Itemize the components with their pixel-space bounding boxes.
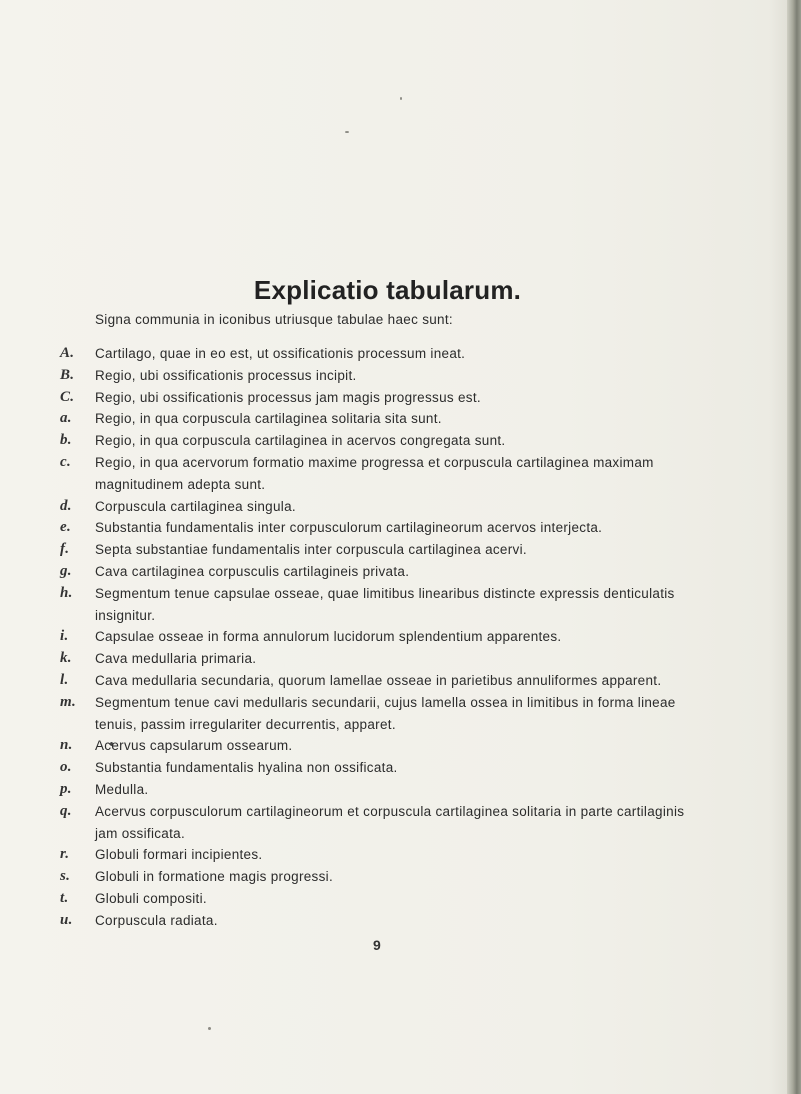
legend-item bbox=[0, 496, 790, 518]
legend-item bbox=[0, 648, 790, 670]
legend-item bbox=[0, 779, 790, 801]
legend-letter: l. bbox=[60, 671, 69, 688]
legend-description: Acervus corpusculorum cartilagineorum et corpuscula cartilaginea solitaria in parte cartilaginis bbox=[95, 803, 685, 819]
legend-letter: e. bbox=[60, 519, 72, 536]
legend-description: Substantia fundamentalis hyalina non ossificata. bbox=[95, 760, 398, 776]
legend-letter: m. bbox=[60, 693, 77, 710]
legend-item bbox=[0, 757, 790, 779]
legend-description: Capsulae osseae in forma annulorum lucidorum splendentium apparentes. bbox=[95, 629, 562, 645]
legend-item bbox=[0, 844, 790, 866]
legend-letter: r. bbox=[60, 846, 70, 863]
legend-item bbox=[0, 626, 790, 648]
legend-description: Cava medullaria primaria. bbox=[95, 651, 257, 667]
legend-item bbox=[0, 910, 790, 932]
legend-description-continued: magnitudinem adepta sunt. bbox=[95, 476, 266, 492]
speck bbox=[345, 131, 349, 133]
legend-item bbox=[0, 408, 790, 430]
legend-letter: i. bbox=[60, 628, 69, 645]
legend-description: Regio, ubi ossificationis processus jam magis progressus est. bbox=[95, 389, 481, 405]
legend-item bbox=[0, 387, 790, 409]
legend-description: Cartilago, quae in eo est, ut ossificationis processum ineat. bbox=[95, 346, 466, 361]
legend-item bbox=[0, 735, 790, 757]
legend-description: Substantia fundamentalis inter corpusculorum cartilagineorum acervos interjecta. bbox=[95, 520, 603, 536]
legend-letter: o. bbox=[60, 759, 72, 776]
legend-item bbox=[0, 801, 790, 845]
legend-description: Acervus capsularum ossearum. bbox=[95, 738, 293, 754]
legend-item bbox=[0, 888, 790, 910]
legend-letter: b. bbox=[60, 432, 72, 449]
legend-letter: C. bbox=[60, 388, 75, 405]
legend-letter: k. bbox=[60, 650, 72, 667]
legend-letter: q. bbox=[60, 802, 72, 819]
legend-description-continued: insignitur. bbox=[95, 607, 156, 623]
legend-item bbox=[0, 670, 790, 692]
legend-description: Globuli compositi. bbox=[95, 890, 207, 906]
legend-description: Segmentum tenue cavi medullaris secundarii, cujus lamella ossea in limitibus in forma lineae bbox=[95, 694, 676, 710]
legend-item bbox=[0, 692, 790, 736]
speck bbox=[208, 1027, 211, 1030]
legend-letter: h. bbox=[60, 584, 73, 601]
legend-letter: A. bbox=[60, 345, 75, 361]
legend-list bbox=[0, 343, 790, 932]
intro-text: Signa communia in iconibus utriusque tabulae haec sunt: bbox=[95, 312, 453, 327]
legend-letter: n. bbox=[60, 737, 73, 754]
legend-letter: a. bbox=[60, 410, 72, 427]
legend-item bbox=[0, 452, 790, 496]
page-number: 9 bbox=[373, 937, 381, 953]
legend-description: Corpuscula cartilaginea singula. bbox=[95, 498, 296, 514]
legend-item bbox=[0, 365, 790, 387]
legend-description: Segmentum tenue capsulae osseae, quae limitibus linearibus distincte expressis denticulatis bbox=[95, 585, 675, 601]
legend-description: Cava medullaria secundaria, quorum lamellae osseae in parietibus annuliformes apparent. bbox=[95, 672, 662, 688]
page-title: Explicatio tabularum. bbox=[253, 275, 522, 306]
legend-letter: f. bbox=[60, 541, 70, 558]
legend-description: Medulla. bbox=[95, 781, 149, 797]
legend-item bbox=[0, 561, 790, 583]
legend-description: Regio, in qua corpuscula cartilaginea solitaria sita sunt. bbox=[95, 411, 442, 427]
legend-letter: t. bbox=[60, 889, 69, 906]
legend-description: Corpuscula radiata. bbox=[95, 912, 218, 928]
legend-letter: s. bbox=[60, 868, 71, 885]
legend-description: Regio, in qua acervorum formatio maxime progressa et corpuscula cartilaginea maximam bbox=[95, 454, 654, 470]
legend-description: Septa substantiae fundamentalis inter corpuscula cartilaginea acervi. bbox=[95, 542, 527, 558]
legend-item bbox=[0, 430, 790, 452]
legend-description-continued: jam ossificata. bbox=[95, 825, 186, 841]
legend-letter: c. bbox=[60, 453, 72, 470]
legend-description: Globuli in formatione magis progressi. bbox=[95, 869, 333, 885]
legend-description-continued: tenuis, passim irregulariter decurrentis, apparet. bbox=[95, 716, 396, 732]
legend-letter: p. bbox=[60, 780, 72, 797]
speck bbox=[400, 97, 402, 100]
legend-description: Regio, in qua corpuscula cartilaginea in acervos congregata sunt. bbox=[95, 433, 506, 449]
legend-letter: B. bbox=[60, 366, 75, 383]
legend-item bbox=[0, 517, 790, 539]
legend-description: Cava cartilaginea corpusculis cartilagineis privata. bbox=[95, 563, 410, 579]
legend-item bbox=[0, 866, 790, 888]
legend-letter: d. bbox=[60, 497, 72, 514]
legend-item bbox=[0, 539, 790, 561]
legend-item bbox=[0, 343, 790, 365]
legend-description: Globuli formari incipientes. bbox=[95, 847, 263, 863]
legend-item bbox=[0, 583, 790, 627]
legend-letter: g. bbox=[60, 562, 72, 579]
legend-letter: u. bbox=[60, 911, 73, 928]
legend-description: Regio, ubi ossificationis processus incipit. bbox=[95, 367, 357, 383]
